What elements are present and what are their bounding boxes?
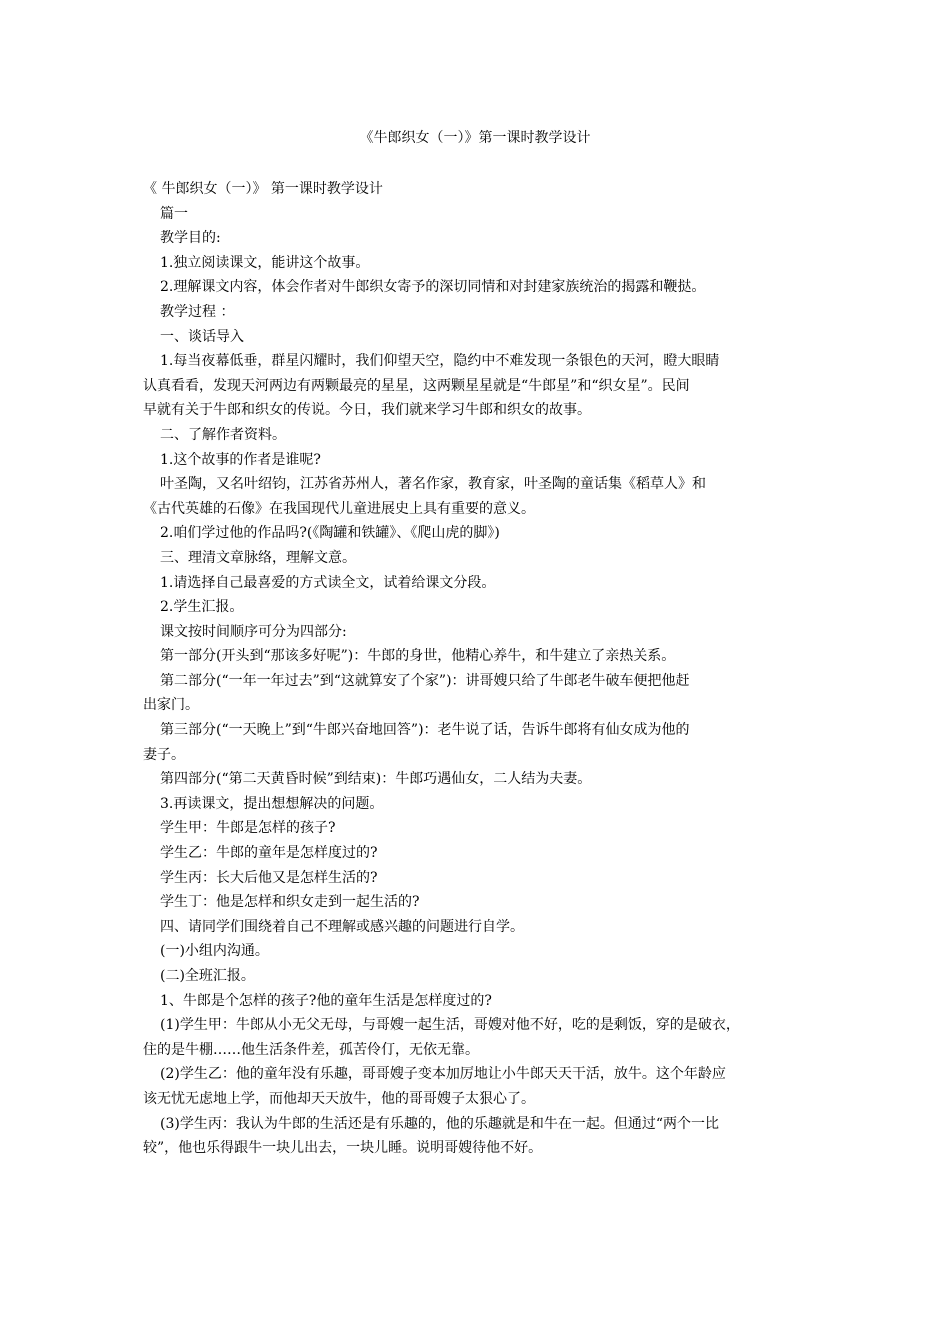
text-line: (一)小组内沟通。 <box>160 943 269 960</box>
text-line: 教学过程 ： <box>160 303 235 320</box>
text-line: 2.学生汇报。 <box>160 599 244 616</box>
text-line: (1)学生甲：牛郎从小无父无母，与哥嫂一起生活，哥嫂对他不好，吃的是剩饭，穿的是破衣， <box>160 1017 740 1034</box>
text-line: (3)学生丙：我认为牛郎的生活还是有乐趣的，他的乐趣就是和牛在一起。但通过“两个一比 <box>160 1115 719 1132</box>
text-line: 1、牛郎是个怎样的孩子?他的童年生活是怎样度过的? <box>160 992 492 1009</box>
text-line: 3.再读课文，提出想想解决的问题。 <box>160 795 384 812</box>
text-line: 1.独立阅读课文，能讲这个故事。 <box>160 254 370 271</box>
text-line: 2.理解课文内容，体会作者对牛郎织女寄予的深切同情和对封建家族统治的揭露和鞭挞。 <box>160 279 706 296</box>
text-line: 出家门。 <box>143 697 199 714</box>
text-line: 早就有关于牛郎和织女的传说。今日，我们就来学习牛郎和织女的故事。 <box>143 402 591 419</box>
text-line: 1.请选择自己最喜爱的方式读全文，试着给课文分段。 <box>160 574 496 591</box>
text-line: 1.每当夜幕低垂，群星闪耀时，我们仰望天空，隐约中不难发现一条银色的天河，瞪大眼睛 <box>160 353 720 370</box>
text-line: 三、理清文章脉络，理解文意。 <box>160 549 356 566</box>
text-line: 妻子。 <box>143 746 185 763</box>
page-title: 《牛郎织女（一）》第一课时教学设计 <box>359 130 591 146</box>
text-line: 二、了解作者资料。 <box>160 426 286 443</box>
text-line: 学生甲：牛郎是怎样的孩子? <box>160 820 336 837</box>
text-line: 《古代英雄的石像》在我国现代儿童进展史上具有重要的意义。 <box>143 500 535 517</box>
text-line: 2.咱们学过他的作品吗?(《陶罐和铁罐》、《爬山虎的脚》) <box>160 525 500 542</box>
text-line: 认真看看，发现天河两边有两颗最亮的星星，这两颗星星就是“牛郎星”和“织女星”。民间 <box>143 377 690 394</box>
text-line: 一、谈话导入 <box>160 328 244 345</box>
document-body <box>143 177 803 1161</box>
text-line: 叶圣陶，又名叶绍钧，江苏省苏州人，著名作家，教育家，叶圣陶的童话集《稻草人》和 <box>160 476 706 493</box>
text-line: 第一部分(开头到“那该多好呢”)：牛郎的身世，他精心养牛，和牛建立了亲热关系。 <box>160 648 676 665</box>
text-line: 该无忧无虑地上学，而他却天天放牛，他的哥哥嫂子太狠心了。 <box>143 1090 535 1107</box>
text-line: 第三部分(“一天晚上”到“牛郎兴奋地回答”)：老牛说了话，告诉牛郎将有仙女成为他的 <box>160 722 690 739</box>
text-line: 课文按时间顺序可分为四部分: <box>160 623 347 640</box>
text-line: 第二部分(“一年一年过去”到“这就算安了个家”)：讲哥嫂只给了牛郎老牛破车便把他赶 <box>160 672 690 689</box>
text-line: 教学目的: <box>160 230 221 247</box>
text-line: 第四部分(“第二天黄昏时候”到结束)：牛郎巧遇仙女，二人结为夫妻。 <box>160 771 592 788</box>
text-line: 篇一 <box>160 205 188 222</box>
text-line: (2)学生乙：他的童年没有乐趣，哥哥嫂子变本加厉地让小牛郎天天干活，放牛。这个年龄应 <box>160 1066 726 1083</box>
text-line: 学生丁：他是怎样和织女走到一起生活的? <box>160 894 420 911</box>
text-line: 较”，他也乐得跟牛一块儿出去，一块儿睡。说明哥嫂待他不好。 <box>143 1140 543 1157</box>
text-line: 《 牛郎织女（一）》 第一课时教学设计 <box>143 181 383 197</box>
text-line: (二)全班汇报。 <box>160 968 255 984</box>
text-line: 1.这个故事的作者是谁呢? <box>160 451 321 468</box>
text-line: 学生丙：长大后他又是怎样生活的? <box>160 869 378 886</box>
text-line: 学生乙：牛郎的童年是怎样度过的? <box>160 845 378 862</box>
text-line: 四、请同学们围绕着自己不理解或感兴趣的问题进行自学。 <box>160 918 524 935</box>
text-line: 住的是牛棚……他生活条件差，孤苦伶仃，无依无靠。 <box>143 1041 479 1058</box>
